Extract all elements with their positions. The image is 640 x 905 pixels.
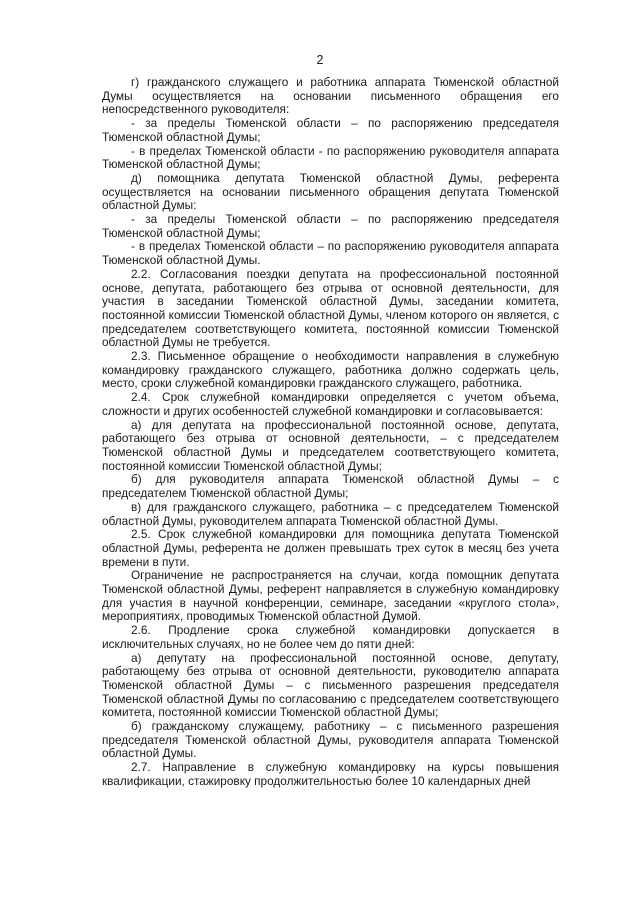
page-number: 2 [316,53,324,67]
paragraph: б) гражданскому служащему, работнику – с письменного разрешения председателя Тюменской областной Думы, руководителя аппарата Тюменской областной Думы. [102,719,559,761]
paragraph: - за пределы Тюменской области – по распоряжению председателя Тюменской областной Думы; [102,116,559,144]
paragraph: - за пределы Тюменской области – по распоряжению председателя Тюменской областной Думы; [102,212,559,240]
paragraph: д) помощника депутата Тюменской областной Думы, референта осуществляется на основании письменного обращения депутата Тюменской областной Думы: [102,170,559,213]
paragraph: - в пределах Тюменской области - по распоряжению руководителя аппарата Тюменской областной Думы; [102,143,559,172]
paragraph: 2.3. Письменное обращение о необходимости направления в служебную командировку гражданского служащего, работника должно содержать цель, место, сроки служебной командировки гражданского служащего, работника. [102,349,559,391]
paragraph: а) для депутата на профессиональной постоянной основе, депутата, работающего без отрыва от основной деятельности, – с председателем Тюменской областной Думы и председателем соответствующего комитета, постоянной комиссии Тюменской областной Думы; [102,417,559,473]
document-body [102,76,559,789]
paragraph: 2.5. Срок служебной командировки для помощника депутата Тюменской областной Думы, референта не должен превышать трех суток в месяц без учета времени в пути. [102,527,559,569]
paragraph: 2.4. Срок служебной командировки определяется с учетом объема, сложности и других особенностей служебной командировки и согласовывается: [102,390,559,418]
paragraph: в) для гражданского служащего, работника – с председателем Тюменской областной Думы, руководителем аппарата Тюменской областной Думы. [102,499,559,528]
paragraph: б) для руководителя аппарата Тюменской областной Думы – с председателем Тюменской областной Думы; [102,472,559,501]
paragraph: 2.7. Направление в служебную командировку на курсы повышения квалификации, стажировку продолжительностью более 10 календарных дней [102,760,559,788]
paragraph: 2.2. Согласования поездки депутата на профессиональной постоянной основе, депутата, работающего без отрыва от основной деятельности, для участия в заседании Тюменской областной Думы, заседании комитета, постоянной комиссии Тюменской областной Думы, членом которого он является, с председателем соответствующего комитета, постоянной комиссии Тюменской областной Думы не требуется. [102,266,559,350]
paragraph: 2.6. Продление срока служебной командировки допускается в исключительных случаях, но не более чем до пяти дней: [102,623,559,651]
paragraph: а) депутату на профессиональной постоянной основе, депутату, работающему без отрыва от основной деятельности, руководителю аппарата Тюменской областной Думы – с письменного разрешения председателя Тюменской областной Думы по согласованию с председателем соответствующего комитета, постоянной комиссии Тюменской областной Думы; [102,650,559,720]
paragraph: - в пределах Тюменской области – по распоряжению руководителя аппарата Тюменской областной Думы. [102,239,559,268]
paragraph: Ограничение не распространяется на случаи, когда помощник депутата Тюменской областной Думы, референт направляется в служебную командировку для участия в научной конференции, семинаре, заседании «круглого стола», мероприятиях, проводимых Тюменской областной Думой. [102,568,559,624]
paragraph: г) гражданского служащего и работника аппарата Тюменской областной Думы осуществляется на основании письменного обращения его непосредственного руководителя: [102,75,559,117]
